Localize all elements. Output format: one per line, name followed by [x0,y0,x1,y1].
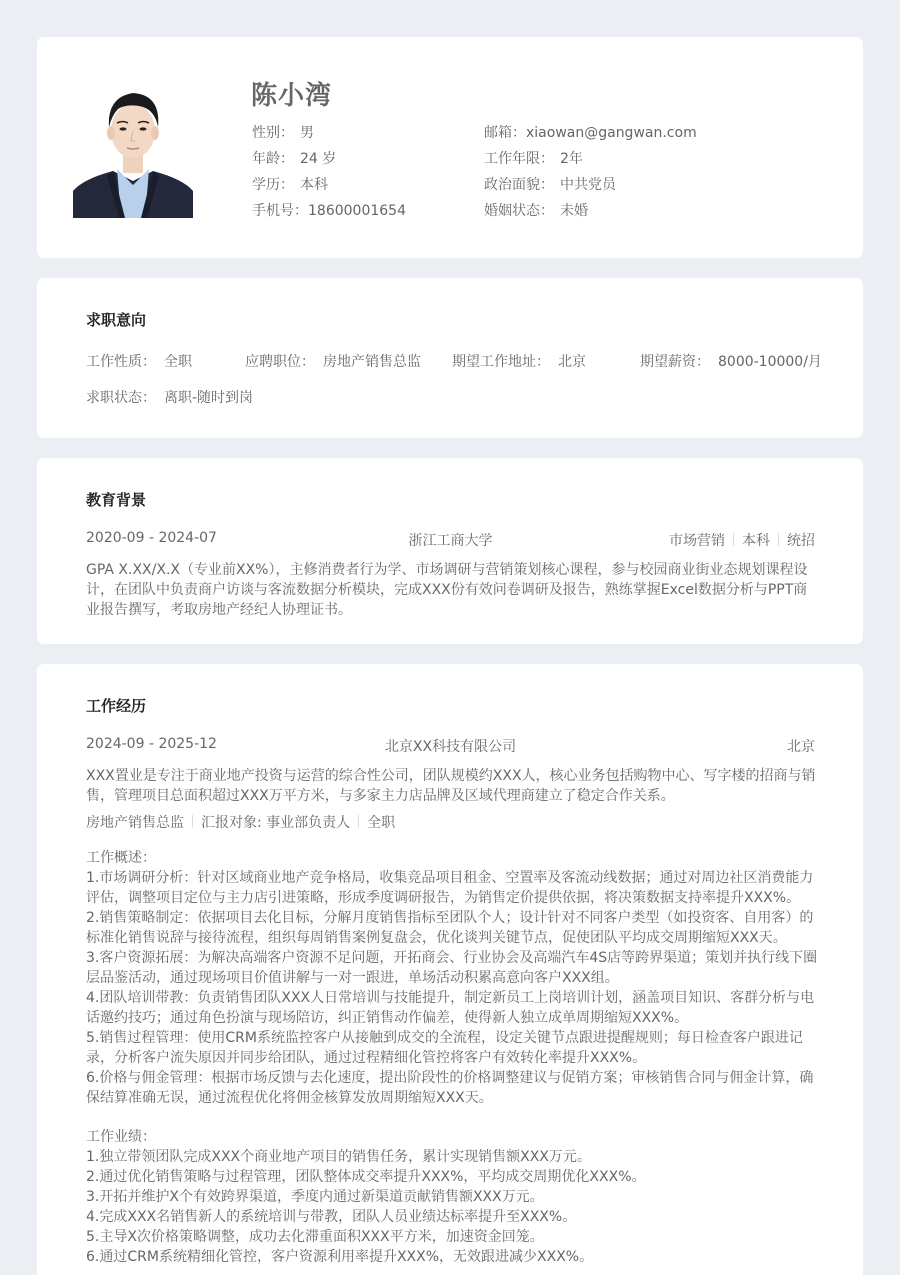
info-label: 邮箱： [484,125,526,141]
divider [733,533,734,546]
education-tag-enrollment: 统招 [787,533,815,549]
work-tags [86,813,818,833]
overview-title: 工作概述： [86,850,156,866]
intent-salary [640,351,822,371]
achievement-item: 6.通过CRM系统精细化管控，客户资源利用率提升XXX%，无效跟进减少XXX%。 [86,1249,594,1265]
overview-item: 1.市场调研分析：针对区域商业地产竞争格局，收集竞品项目租金、空置率及客流动线数据；通过对周边社区消费能力评估，调整项目定位与主力店引进策略，形成季度调研报告，为销售定价提供依据，将决策数据支持率提升XXX%。 [86,870,814,906]
intent-value: 离职-随时到岗 [164,390,254,406]
education-tag-degree: 本科 [742,533,770,549]
work-period: 2024-09 - 2025-12 [86,736,217,752]
divider [778,533,779,546]
info-value: 中共党员 [560,177,616,193]
info-label: 年龄： [252,151,294,167]
info-email [484,120,697,146]
education-tag-major: 市场营销 [669,533,725,549]
info-label: 婚姻状态： [484,203,554,219]
basic-info-right [484,120,697,224]
overview-item: 3.客户资源拓展：为解决高端客户资源不足问题，开拓商会、行业协会及高端汽车4S店等跨界渠道；策划并执行线下圈层品鉴活动，通过现场项目价值讲解与一对一跟进，单场活动积累高意向客户XXX组。 [86,950,818,986]
intent-label: 期望薪资： [640,354,710,370]
info-value: 男 [300,125,314,141]
achievement-item: 3.开拓并维护X个有效跨界渠道，季度内通过新渠道贡献销售额XXX万元。 [86,1189,544,1205]
info-label: 性别： [252,125,294,141]
overview-item: 4.团队培训带教：负责销售团队XXX人日常培训与技能提升，制定新员工上岗培训计划，涵盖项目知识、客群分析与电话邀约技巧；通过角色扮演与现场陪访，纠正销售动作偏差，使得新人独立成单周期缩短XXX%。 [86,990,815,1026]
intent-label: 求职状态： [86,390,156,406]
intent-label: 工作性质： [86,354,156,370]
job-intent-card [37,278,863,438]
portrait-image [73,81,193,218]
education-card [37,458,863,644]
school-name: 浙江工商大学 [408,533,493,549]
achievement-item: 1.独立带领团队完成XXX个商业地产项目的销售任务，累计实现销售额XXX万元。 [86,1149,591,1165]
info-value: 2年 [560,151,583,167]
basic-info-left [252,120,406,224]
intent-value: 8000-10000/月 [718,354,822,370]
info-value: 18600001654 [308,203,406,219]
work-experience-card [37,664,863,1275]
candidate-name: 陈小湾 [251,81,333,111]
education-header-row [86,530,815,550]
intent-value: 房地产销售总监 [323,354,421,370]
intent-job-type [86,351,192,371]
divider [192,815,193,828]
intent-value: 全职 [164,354,192,370]
achievement-item: 5.主导X次价格策略调整，成功去化滞重面积XXX平方米，加速资金回笼。 [86,1229,544,1245]
info-label: 工作年限： [484,151,554,167]
overview-item: 2.销售策略制定：依据项目去化目标，分解月度销售指标至团队个人；设计针对不同客户类型（如投资客、自用客）的标准化销售说辞与接待流程，组织每周销售案例复盘会，优化谈判关键节点，促使团队平均成交周期缩短XXX天。 [86,910,814,946]
info-age [252,146,406,172]
intent-label: 期望工作地址： [452,354,550,370]
work-city: 北京 [787,739,815,755]
intent-position [245,351,421,371]
education-tags [669,530,815,550]
section-title: 工作经历 [86,697,147,715]
section-title: 教育背景 [86,491,147,509]
work-tag-title: 房地产销售总监 [86,815,184,831]
work-overview [86,848,818,1108]
profile-card [37,37,863,258]
info-value: 24 岁 [300,151,337,167]
intent-status [86,387,253,407]
info-label: 政治面貌： [484,177,554,193]
overview-item: 6.价格与佣金管理：根据市场反馈与去化速度，提出阶段性的价格调整建议与促销方案；审核销售合同与佣金计算，确保结算准确无误，通过流程优化将佣金核算发放周期缩短XXX天。 [86,1070,814,1106]
work-tag-type: 全职 [367,815,396,831]
intent-label: 应聘职位： [245,354,315,370]
info-gender [252,120,406,146]
achievements-title: 工作业绩： [86,1129,156,1145]
info-value: 未婚 [560,203,588,219]
info-value: xiaowan@gangwan.com [526,125,697,141]
info-marital [484,198,697,224]
info-value: 本科 [300,177,328,193]
info-label: 手机号： [252,203,308,219]
work-tag-report: 汇报对象: 事业部负责人 [201,815,351,831]
achievement-item: 2.通过优化销售策略与过程管理，团队整体成交率提升XXX%，平均成交周期优化XXX%。 [86,1169,646,1185]
work-header-row [86,736,815,756]
profile-photo [73,81,193,218]
education-description: GPA X.XX/X.X（专业前XX%），主修消费者行为学、市场调研与营销策划核心课程，参与校园商业街业态规划课程设计，在团队中负责商户访谈与客流数据分析模块，完成XXX份有效问卷调研及报告，熟练掌握Excel数据分析与PPT商业报告撰写，考取房地产经纪人协理证书。 [86,562,808,618]
company-description: XXX置业是专注于商业地产投资与运营的综合性公司，团队规模约XXX人，核心业务包括购物中心、写字楼的招商与销售，管理项目总面积超过XXX万平方米，与多家主力店品牌及区域代理商建立了稳定合作关系。 [86,768,816,804]
company-name: 北京XX科技有限公司 [384,739,517,755]
overview-item: 5.销售过程管理：使用CRM系统监控客户从接触到成交的全流程，设定关键节点跟进提醒规则；每日检查客户跟进记录，分析客户流失原因并同步给团队，通过过程精细化管控将客户有效转化率提升XXX%。 [86,1030,803,1066]
section-title: 求职意向 [86,311,147,329]
divider [358,815,359,828]
info-political [484,172,697,198]
info-label: 学历： [252,177,294,193]
intent-location [452,351,586,371]
education-period: 2020-09 - 2024-07 [86,530,217,546]
achievement-item: 4.完成XXX名销售新人的系统培训与带教，团队人员业绩达标率提升至XXX%。 [86,1209,577,1225]
intent-value: 北京 [558,354,586,370]
info-education [252,172,406,198]
work-achievements [86,1127,818,1267]
info-years [484,146,697,172]
info-phone [252,198,406,224]
